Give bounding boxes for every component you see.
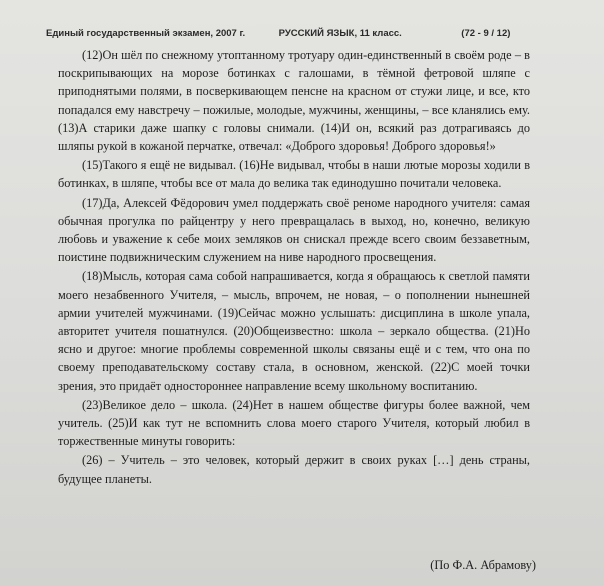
author-attribution: (По Ф.А. Абрамову) bbox=[430, 558, 536, 572]
paragraph: (17)Да, Алексей Фёдорович умел поддержать своё реноме народного учителя: самая обычная прогулка по райцентру у него превращалась в выход, но, конечно, великую любовь и уважение к себе моих земляков он снискал прежде всего своим беззаветным, поистине подвижническим служением на ниве народного просвещения. bbox=[58, 195, 530, 265]
header-exam-title: Единый государственный экзамен, 2007 г. bbox=[46, 28, 246, 39]
header-page-code: (72 - 9 / 12) bbox=[461, 28, 511, 39]
text-body bbox=[58, 46, 530, 488]
paragraph: (18)Мысль, которая сама собой напрашивается, когда я обращаюсь к светлой памяти моего незабвенного Учителя, – мысль, впрочем, не новая, – о пополнении нынешней армии учителей мужчинами. (19)Сейчас можно услышать: дисциплина в школе упала, авторитет учителя пошатнулся. (20)Общеизвестно: школа – зеркало общества. (21)Но ясно и другое: многие проблемы современной школы связаны ещё и с тем, что она по своему преподавательскому составу стала, в основном, женской. (22)С моей точки зрения, это придаёт одностороннее направление всему школьному воспитанию. bbox=[58, 269, 530, 393]
page-header bbox=[46, 28, 566, 39]
paragraph: (26) – Учитель – это человек, который держит в своих руках […] день страны, будущее планеты. bbox=[58, 453, 530, 486]
paragraph: (23)Великое дело – школа. (24)Нет в нашем обществе фигуры более важной, чем учитель. (25)И как тут не вспомнить слова моего старого Учителя, который любил в торжественные минуты говорить: bbox=[58, 397, 530, 449]
paragraph: (15)Такого я ещё не видывал. (16)Не видывал, чтобы в наши лютые морозы ходили в ботинках, в шляпе, чтобы все от мала до велика так единодушно почитали человека. bbox=[58, 158, 530, 191]
header-subject: РУССКИЙ ЯЗЫК, 11 класс. bbox=[278, 28, 402, 39]
paragraph: (12)Он шёл по снежному утоптанному тротуару один-единственный в своём роде – в поскрипывающих на морозе ботинках с галошами, в тёмной фетровой шляпе с приподнятыми полями, в посверкивающем пенсне на красном от стужи лице, и все, кто попадался ему навстречу – пожилые, молодые, мужчины, женщины, – все кланялись ему. (13)А старики даже шапку с головы снимали. (14)И он, всякий раз дотрагиваясь до шляпы рукой в кожаной перчатке, отвечал: «Доброго здоровья! Доброго здоровья!» bbox=[58, 48, 530, 154]
